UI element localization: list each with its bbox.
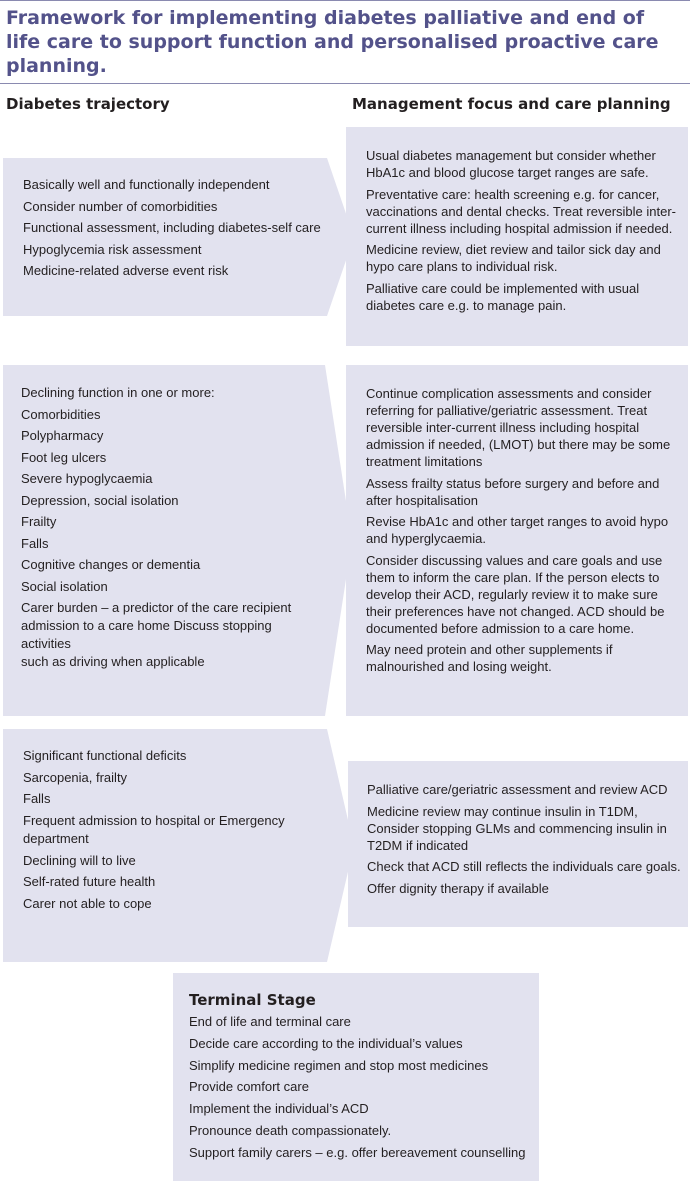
management-line: malnourished and losing weight. bbox=[366, 659, 552, 674]
management-line: admission if needed, (LMOT) but there may be some bbox=[366, 437, 671, 452]
trajectory-item: Declining will to live bbox=[23, 852, 136, 868]
management-paragraph bbox=[366, 475, 688, 509]
trajectory-item: Significant functional deficits bbox=[23, 748, 187, 763]
stage-1-trajectory bbox=[23, 174, 323, 282]
management-paragraph bbox=[366, 641, 688, 675]
trajectory-item: Hypoglycemia risk assessment bbox=[23, 241, 202, 257]
management-line: Consider discussing values and care goals and use bbox=[366, 552, 663, 568]
management-line: current illness including hospital admission if needed. bbox=[366, 220, 673, 236]
stage-2-trajectory bbox=[21, 382, 325, 671]
management-line: referring for palliative/geriatric assessment. Treat bbox=[366, 403, 648, 418]
terminal-item: Implement the individual’s ACD bbox=[189, 1101, 369, 1117]
management-line: documented before admission to a care home. bbox=[366, 620, 635, 636]
terminal-stage-heading: Terminal Stage bbox=[189, 991, 316, 1009]
management-line: Continue complication assessments and consider bbox=[366, 386, 652, 401]
management-box-3 bbox=[348, 761, 688, 927]
management-line: T2DM if indicated bbox=[367, 837, 469, 853]
management-line: vaccinations and dental checks. Treat reversible inter- bbox=[366, 203, 676, 219]
management-line: reversible inter-current illness including hospital bbox=[366, 420, 640, 435]
management-paragraph bbox=[366, 280, 688, 314]
management-line: Consider stopping GLMs and commencing insulin in bbox=[367, 820, 667, 836]
management-paragraph bbox=[366, 513, 688, 547]
trajectory-item: Cognitive changes or dementia bbox=[21, 557, 201, 572]
management-line: treatment limitations bbox=[366, 454, 483, 469]
column-header-trajectory: Diabetes trajectory bbox=[6, 95, 170, 113]
management-paragraph bbox=[367, 781, 688, 798]
title-line: life care to support function and personalised proactive care bbox=[6, 31, 659, 53]
carer-burden-line: such as driving when applicable bbox=[21, 654, 205, 669]
management-line: May need protein and other supplements if bbox=[366, 642, 613, 657]
management-paragraph bbox=[367, 858, 688, 875]
management-paragraph bbox=[367, 803, 688, 854]
terminal-item: Decide care according to the individual’s values bbox=[189, 1035, 463, 1051]
management-line: Preventative care: health screening e.g. for cancer, bbox=[366, 186, 660, 202]
terminal-item: Pronounce death compassionately. bbox=[189, 1122, 392, 1138]
trajectory-item: Depression, social isolation bbox=[21, 492, 179, 508]
trajectory-item: Polypharmacy bbox=[21, 428, 104, 443]
management-line: Revise HbA1c and other target ranges to avoid hypo bbox=[366, 514, 669, 529]
carer-burden-line: admission to a care home Discuss stopping activities bbox=[21, 618, 272, 651]
trajectory-item: Consider number of comorbidities bbox=[23, 198, 218, 214]
management-line: them to inform the care plan. If the person elects to bbox=[366, 569, 660, 585]
management-line: Palliative care could be implemented with usual bbox=[366, 280, 640, 296]
management-line: hypo care plans to individual risk. bbox=[366, 259, 558, 274]
trajectory-item: Medicine-related adverse event risk bbox=[23, 263, 229, 278]
management-line: after hospitalisation bbox=[366, 492, 479, 508]
terminal-item: Provide comfort care bbox=[189, 1079, 309, 1095]
management-paragraph bbox=[366, 147, 688, 181]
terminal-item: End of life and terminal care bbox=[189, 1014, 351, 1029]
management-line: and hyperglycaemia. bbox=[366, 531, 486, 546]
trajectory-item: Declining function in one or more: bbox=[21, 385, 215, 400]
terminal-item: Support family carers – e.g. offer bereavement counselling bbox=[189, 1144, 526, 1160]
terminal-stage-box bbox=[173, 973, 539, 1181]
management-line: diabetes care e.g. to manage pain. bbox=[366, 297, 567, 313]
management-line: Medicine review, diet review and tailor sick day and bbox=[366, 242, 661, 257]
management-paragraph bbox=[366, 552, 688, 637]
management-box-1 bbox=[346, 127, 688, 346]
carer-burden-item bbox=[21, 599, 325, 671]
management-line: Assess frailty status before surgery and before and bbox=[366, 475, 660, 491]
stage-3-trajectory bbox=[23, 745, 323, 914]
admission-item bbox=[23, 812, 323, 848]
management-line: HbA1c and blood glucose target ranges are safe. bbox=[366, 165, 649, 180]
management-line: Medicine review may continue insulin in T1DM, bbox=[367, 803, 638, 819]
trajectory-item: Foot leg ulcers bbox=[21, 449, 107, 465]
trajectory-item: Basically well and functionally independent bbox=[23, 177, 270, 192]
management-line: Palliative care/geriatric assessment and review ACD bbox=[367, 782, 668, 797]
trajectory-item: Falls bbox=[21, 535, 49, 551]
management-line: Offer dignity therapy if available bbox=[367, 880, 549, 896]
management-paragraph bbox=[366, 241, 688, 275]
title-line: planning. bbox=[6, 55, 107, 77]
trajectory-item: Functional assessment, including diabetes-self care bbox=[23, 220, 321, 235]
management-line: develop their ACD, regularly review it to make sure bbox=[366, 586, 658, 602]
trajectory-item: Sarcopenia, frailty bbox=[23, 769, 128, 785]
title-line: Framework for implementing diabetes palliative and end of bbox=[6, 7, 645, 29]
carer-burden-line: Carer burden – a predictor of the care recipient bbox=[21, 600, 292, 615]
trajectory-item: Carer not able to cope bbox=[23, 895, 152, 911]
admission-line: department bbox=[23, 830, 89, 846]
column-header-management: Management focus and care planning bbox=[352, 95, 671, 113]
admission-line: Frequent admission to hospital or Emergency bbox=[23, 812, 285, 828]
management-paragraph bbox=[366, 186, 688, 237]
trajectory-item: Self-rated future health bbox=[23, 874, 156, 889]
trajectory-item: Falls bbox=[23, 791, 51, 806]
trajectory-item: Severe hypoglycaemia bbox=[21, 471, 153, 486]
management-line: Check that ACD still reflects the individuals care goals. bbox=[367, 859, 681, 874]
trajectory-item: Frailty bbox=[21, 514, 57, 529]
management-box-2 bbox=[346, 365, 688, 716]
trajectory-item: Comorbidities bbox=[21, 406, 101, 422]
management-line: their preferences have not changed. ACD should be bbox=[366, 603, 665, 619]
management-paragraph bbox=[366, 385, 688, 470]
terminal-item: Simplify medicine regimen and stop most medicines bbox=[189, 1057, 489, 1073]
management-line: Usual diabetes management but consider whether bbox=[366, 148, 656, 163]
management-paragraph bbox=[367, 880, 688, 897]
trajectory-item: Social isolation bbox=[21, 578, 108, 594]
